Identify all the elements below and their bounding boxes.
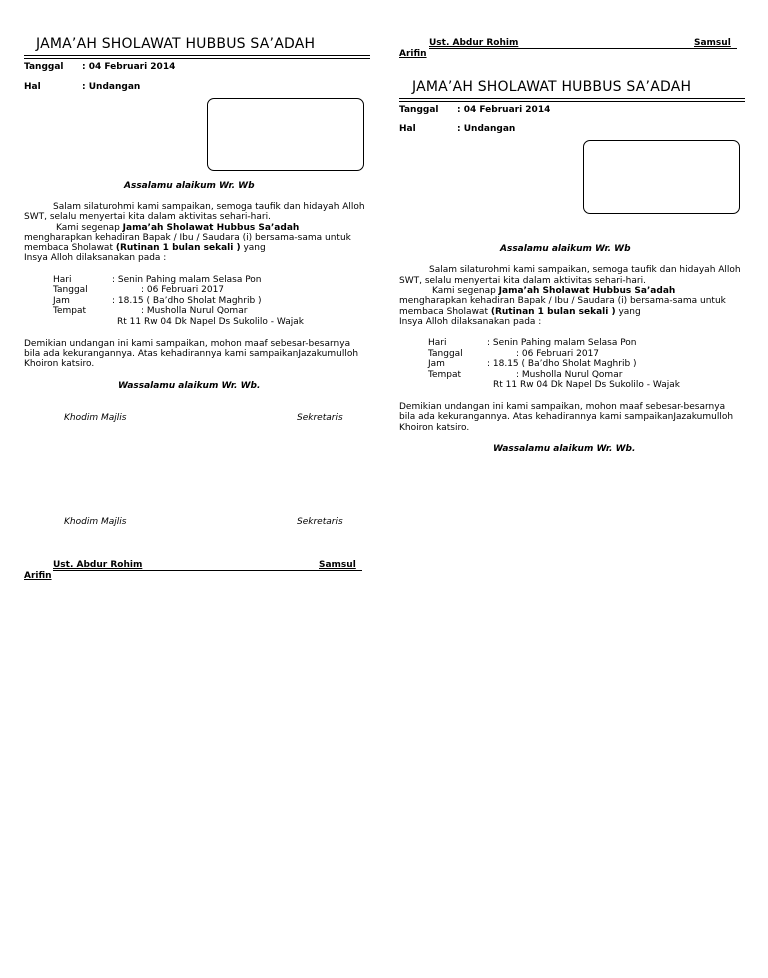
right-top-signer-2-name-part-1: Samsul bbox=[694, 38, 731, 48]
left-signer-1-name: Ust. Abdur Rohim bbox=[53, 560, 143, 570]
left-time-value: : 18.15 ( Ba’dho Sholat Maghrib ) bbox=[112, 296, 262, 306]
right-closing-line-3: Khoiron katsiro. bbox=[399, 423, 470, 433]
left-signer-2-name-part-1: Samsul bbox=[319, 560, 356, 570]
left-signer-2-role-repeat: Sekretaris bbox=[297, 517, 343, 527]
right-routine-note: (Rutinan 1 bulan sekali ) bbox=[490, 307, 616, 317]
right-subject-label: Hal bbox=[399, 124, 416, 134]
left-date-label: Tanggal bbox=[24, 62, 64, 72]
right-place-value: : Musholla Nurul Qomar bbox=[516, 370, 623, 380]
left-signer-1-role: Khodim Majlis bbox=[64, 413, 127, 423]
left-closing-line-3: Khoiron katsiro. bbox=[24, 359, 95, 369]
left-signature-rule bbox=[53, 570, 362, 571]
left-event-date-label: Tanggal bbox=[53, 285, 88, 295]
left-p2-prefix: Kami segenap bbox=[56, 223, 123, 233]
left-day-value: : Senin Pahing malam Selasa Pon bbox=[112, 275, 262, 285]
left-place-value: : Musholla Nurul Qomar bbox=[141, 306, 248, 316]
right-time-label: Jam bbox=[428, 359, 445, 369]
right-day-label: Hari bbox=[428, 338, 447, 348]
left-address-box bbox=[207, 98, 364, 171]
left-organization-name: Jama’ah Sholawat Hubbus Sa’adah bbox=[122, 223, 300, 233]
left-day-label: Hari bbox=[53, 275, 72, 285]
right-greeting: Assalamu alaikum Wr. Wb bbox=[500, 244, 631, 254]
left-farewell: Wassalamu alaikum Wr. Wb. bbox=[118, 381, 261, 391]
right-time-value: : 18.15 ( Ba’dho Sholat Maghrib ) bbox=[487, 359, 637, 369]
left-p2-line3-suffix: yang bbox=[240, 243, 266, 253]
right-paragraph-2-line-4: Insya Alloh dilaksanakan pada : bbox=[399, 317, 542, 327]
left-title-rule-2 bbox=[24, 58, 370, 59]
left-subject-value: : Undangan bbox=[82, 82, 141, 92]
right-event-date-label: Tanggal bbox=[428, 349, 463, 359]
right-paragraph-1-line-2: SWT, selalu menyertai kita dalam aktivitas sehari-hari. bbox=[399, 276, 646, 286]
left-time-label: Jam bbox=[53, 296, 70, 306]
right-title-rule-2 bbox=[399, 101, 745, 102]
right-organization-name: Jama’ah Sholawat Hubbus Sa’adah bbox=[498, 286, 676, 296]
right-date-value: : 04 Februari 2014 bbox=[457, 105, 551, 115]
right-p2-line3-prefix: membaca Sholawat bbox=[399, 307, 491, 317]
left-greeting: Assalamu alaikum Wr. Wb bbox=[124, 181, 255, 191]
left-address: Rt 11 Rw 04 Dk Napel Ds Sukolilo - Wajak bbox=[117, 317, 304, 327]
left-signer-2-role: Sekretaris bbox=[297, 413, 343, 423]
left-signer-2-name-part-2: Arifin bbox=[24, 571, 52, 581]
right-address-box bbox=[583, 140, 740, 214]
right-paragraph-2-line-2: mengharapkan kehadiran Bapak / Ibu / Saudara (i) bersama-sama untuk bbox=[399, 296, 726, 306]
right-address: Rt 11 Rw 04 Dk Napel Ds Sukolilo - Wajak bbox=[493, 380, 680, 390]
right-subject-value: : Undangan bbox=[457, 124, 516, 134]
left-closing-line-2: bila ada kekurangannya. Atas kehadirannya kami sampaikanJazakumulloh bbox=[24, 349, 359, 359]
right-date-label: Tanggal bbox=[399, 105, 439, 115]
right-closing-line-2: bila ada kekurangannya. Atas kehadirannya kami sampaikanJazakumulloh bbox=[399, 412, 734, 422]
right-place-label: Tempat bbox=[428, 370, 462, 380]
right-p2-line3-suffix: yang bbox=[615, 307, 641, 317]
left-signer-1-role-repeat: Khodim Majlis bbox=[64, 517, 127, 527]
right-day-value: : Senin Pahing malam Selasa Pon bbox=[487, 338, 637, 348]
left-paragraph-2-line-2: mengharapkan kehadiran Bapak / Ibu / Saudara (i) bersama-sama untuk bbox=[24, 233, 351, 243]
right-p2-prefix: Kami segenap bbox=[432, 286, 499, 296]
right-title: JAMA’AH SHOLAWAT HUBBUS SA’ADAH bbox=[412, 79, 692, 95]
left-event-date-value: : 06 Februari 2017 bbox=[141, 285, 225, 295]
left-p2-line3-prefix: membaca Sholawat bbox=[24, 243, 116, 253]
left-closing-line-1: Demikian undangan ini kami sampaikan, mohon maaf sebesar-besarnya bbox=[24, 339, 351, 349]
left-paragraph-1-line-2: SWT, selalu menyertai kita dalam aktivitas sehari-hari. bbox=[24, 212, 271, 222]
left-title: JAMA’AH SHOLAWAT HUBBUS SA’ADAH bbox=[36, 36, 316, 52]
right-closing-line-1: Demikian undangan ini kami sampaikan, mohon maaf sebesar-besarnya bbox=[399, 402, 726, 412]
left-title-rule-1 bbox=[24, 55, 370, 56]
right-title-rule-1 bbox=[399, 98, 745, 99]
right-top-signer-2-name-part-2: Arifin bbox=[399, 49, 427, 59]
left-paragraph-2-line-4: Insya Alloh dilaksanakan pada : bbox=[24, 253, 167, 263]
left-date-value: : 04 Februari 2014 bbox=[82, 62, 176, 72]
right-farewell: Wassalamu alaikum Wr. Wb. bbox=[493, 444, 636, 454]
left-place-label: Tempat bbox=[53, 306, 87, 316]
right-top-signer-1-name: Ust. Abdur Rohim bbox=[429, 38, 519, 48]
right-top-signature-rule bbox=[429, 48, 737, 49]
left-subject-label: Hal bbox=[24, 82, 41, 92]
right-event-date-value: : 06 Februari 2017 bbox=[516, 349, 600, 359]
left-routine-note: (Rutinan 1 bulan sekali ) bbox=[115, 243, 241, 253]
left-paragraph-1-line-1: Salam silaturohmi kami sampaikan, semoga taufik dan hidayah Alloh bbox=[53, 202, 365, 212]
right-paragraph-1-line-1: Salam silaturohmi kami sampaikan, semoga taufik dan hidayah Alloh bbox=[429, 265, 741, 275]
